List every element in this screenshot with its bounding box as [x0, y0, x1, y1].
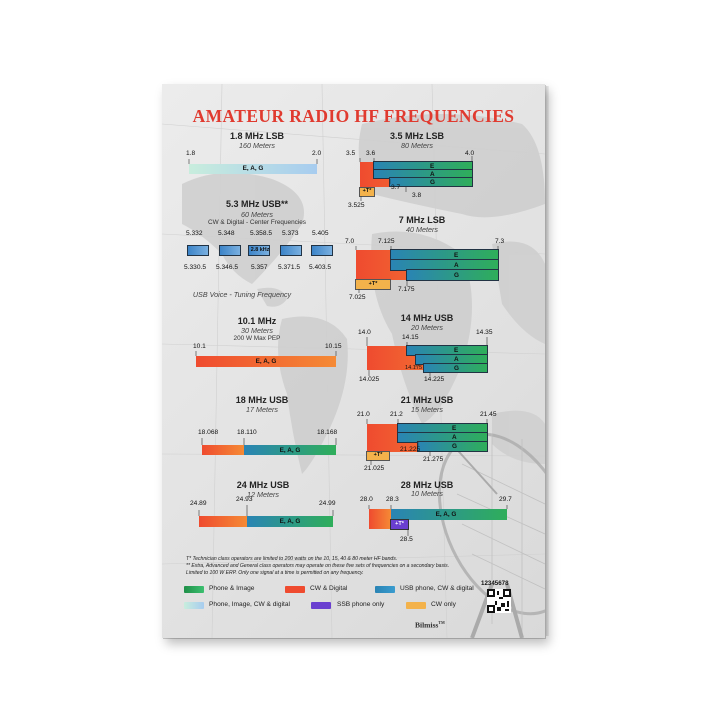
band-60-note: CW & Digital - Center Frequencies [207, 219, 307, 226]
brand-tm: TM [438, 620, 445, 625]
band-60-center-4: 5.373 [282, 230, 299, 237]
band-17-title: 18 MHz USB [235, 395, 289, 405]
band-80-low: 3.5 [346, 150, 356, 157]
band-40-e: E [454, 252, 459, 259]
band-10-title: 28 MHz USB [400, 480, 454, 490]
band-30-low: 10.1 [193, 343, 206, 350]
band-60-tuning-4: 5.371.5 [278, 264, 300, 271]
band-15-low: 21.0 [357, 411, 370, 418]
band-40-low: 7.0 [345, 238, 355, 245]
band-60-title: 5.3 MHz USB** [225, 199, 288, 209]
brand-name [415, 620, 445, 630]
band-40-g: G [454, 272, 459, 279]
band-20-sub1: 14.15 [402, 334, 419, 341]
band-80-tlow: 3.525 [348, 202, 365, 209]
band-80-subtitle: 80 Meters [401, 141, 433, 150]
band-17-classes: E, A, G [279, 447, 301, 454]
band-10-classes: E, A, G [435, 511, 457, 518]
band-10-high: 29.7 [499, 496, 512, 503]
band-40-high: 7.3 [495, 238, 505, 245]
band-20-subtitle: 20 Meters [411, 323, 443, 332]
band-60-center-3: 5.358.5 [250, 230, 272, 237]
legend-swatch-usb [375, 586, 395, 593]
band-30-high: 10.15 [325, 343, 342, 350]
band-15-e: E [452, 425, 457, 432]
band-20-tlow: 14.025 [359, 376, 380, 383]
band-80-sub1: 3.6 [366, 150, 376, 157]
legend-label-cw-only: CW only [431, 601, 456, 608]
band-15-tlow: 21.025 [364, 465, 385, 472]
band-17-low: 18.068 [198, 429, 219, 436]
legend-label-cw-digital: CW & Digital [310, 585, 348, 592]
band-60-tuning-1: 5.330.5 [184, 264, 206, 271]
band-30-classes: E, A, G [255, 358, 277, 365]
band-160-low: 1.8 [186, 150, 196, 157]
code-number: 12345678 [481, 580, 509, 587]
band-17-mid: 18.110 [237, 429, 257, 436]
poster-title: AMATEUR RADIO HF FREQUENCIES [192, 106, 515, 126]
band-60-center-2: 5.348 [218, 230, 235, 237]
band-30-subtitle: 30 Meters [241, 326, 273, 335]
band-10-thigh: 28.5 [400, 536, 413, 543]
band-80-m1: 3.7 [391, 184, 401, 191]
band-80-title: 3.5 MHz LSB [389, 131, 444, 141]
band-80-m2: 3.8 [412, 192, 422, 199]
band-10-tech: +T* [395, 521, 404, 527]
band-15-m2: 21.275 [423, 456, 444, 463]
band-60-center-5: 5.405 [312, 230, 329, 237]
band-160-title: 1.8 MHz LSB [229, 131, 284, 141]
footnote-1: T* Technician class operators are limited to 200 watts on the 10, 15, 40 & 80 meter HF bands. [186, 556, 398, 562]
band-80-a: A [430, 171, 435, 178]
band-60-subtitle: 60 Meters [241, 210, 273, 219]
band-20-a: A [454, 356, 459, 363]
band-15-a: A [452, 434, 457, 441]
band-20-m1: 14.175 [405, 365, 423, 371]
band-60-tuning-3: 5.357 [251, 264, 268, 271]
qr-code-icon [487, 589, 511, 613]
band-20-title: 14 MHz USB [400, 313, 454, 323]
band-15-sub1: 21.2 [390, 411, 403, 418]
band-20-g: G [454, 365, 459, 372]
band-12-high: 24.99 [319, 500, 336, 507]
band-80-tech: +T* [362, 188, 372, 194]
band-17-subtitle: 17 Meters [246, 405, 278, 414]
footnote-3: Limited to 100 W ERP. Only one signal at a time is permitted on any frequency. [186, 570, 364, 576]
band-30-title: 10.1 MHz [237, 316, 277, 326]
legend-swatch-phone-image [184, 586, 204, 593]
band-60-voice-note: USB Voice - Tuning Frequency [192, 290, 292, 299]
poster-book [162, 84, 545, 638]
book-spine [545, 86, 549, 636]
band-20-low: 14.0 [358, 329, 371, 336]
band-40-tlow: 7.025 [349, 294, 366, 301]
band-15-m1: 21.225 [400, 446, 421, 453]
legend-label-phone-image-cw-digital: Phone, Image, CW & digital [209, 601, 290, 608]
band-80-e: E [430, 163, 435, 170]
band-20-e: E [454, 347, 459, 354]
band-12-mid: 24.93 [236, 496, 253, 503]
band-60-tuning-5: 5.403.5 [309, 264, 331, 271]
band-60-center-1: 5.332 [186, 230, 203, 237]
band-12-low: 24.89 [190, 500, 207, 507]
band-40-m1: 7.175 [398, 286, 415, 293]
band-12-title: 24 MHz USB [236, 480, 290, 490]
brand-text: Bilmiss [415, 620, 439, 630]
band-40-subtitle: 40 Meters [406, 225, 438, 234]
band-17-high: 18.168 [317, 429, 338, 436]
band-40-sub1: 7.125 [378, 238, 395, 245]
band-20-high: 14.35 [476, 329, 493, 336]
band-15-tech: +T* [373, 452, 383, 458]
legend-label-usb: USB phone, CW & digital [400, 585, 474, 592]
band-160-subtitle: 160 Meters [239, 141, 275, 150]
band-12-classes: E, A, G [279, 518, 301, 525]
band-40-tech: +T* [368, 281, 378, 287]
legend-swatch-cw-only [406, 602, 426, 609]
band-40-a: A [454, 262, 459, 269]
band-10-low: 28.0 [360, 496, 373, 503]
band-15-high: 21.45 [480, 411, 497, 418]
band-10-mid: 28.3 [386, 496, 399, 503]
footnote-2: ** Extra, Advanced and General class operators may operate on these five sets of frequencies on a secondary basis. [186, 563, 450, 569]
band-40-title: 7 MHz LSB [398, 215, 446, 225]
band-20-m2: 14.225 [424, 376, 445, 383]
band-160-high: 2.0 [312, 150, 322, 157]
band-15-subtitle: 15 Meters [411, 405, 443, 414]
band-12-subtitle: 12 Meters [247, 490, 279, 499]
band-60-khz: 2.8 kHz [250, 247, 270, 253]
band-60-tuning-2: 5.346.5 [216, 264, 238, 271]
legend-swatch-ssb [311, 602, 331, 609]
band-80-g: G [430, 179, 435, 186]
band-80-high: 4.0 [465, 150, 475, 157]
band-15-title: 21 MHz USB [400, 395, 454, 405]
legend-label-ssb: SSB phone only [337, 601, 385, 608]
legend-swatch-phone-image-cw-digital [184, 602, 204, 609]
legend-label-phone-image: Phone & Image [209, 585, 255, 592]
band-30-note: 200 W Max PEP [233, 335, 281, 342]
legend-swatch-cw-digital [285, 586, 305, 593]
band-15-g: G [452, 443, 457, 450]
band-tick-lines [162, 84, 545, 638]
band-160-classes: E, A, G [242, 165, 264, 172]
band-10-subtitle: 10 Meters [411, 489, 443, 498]
